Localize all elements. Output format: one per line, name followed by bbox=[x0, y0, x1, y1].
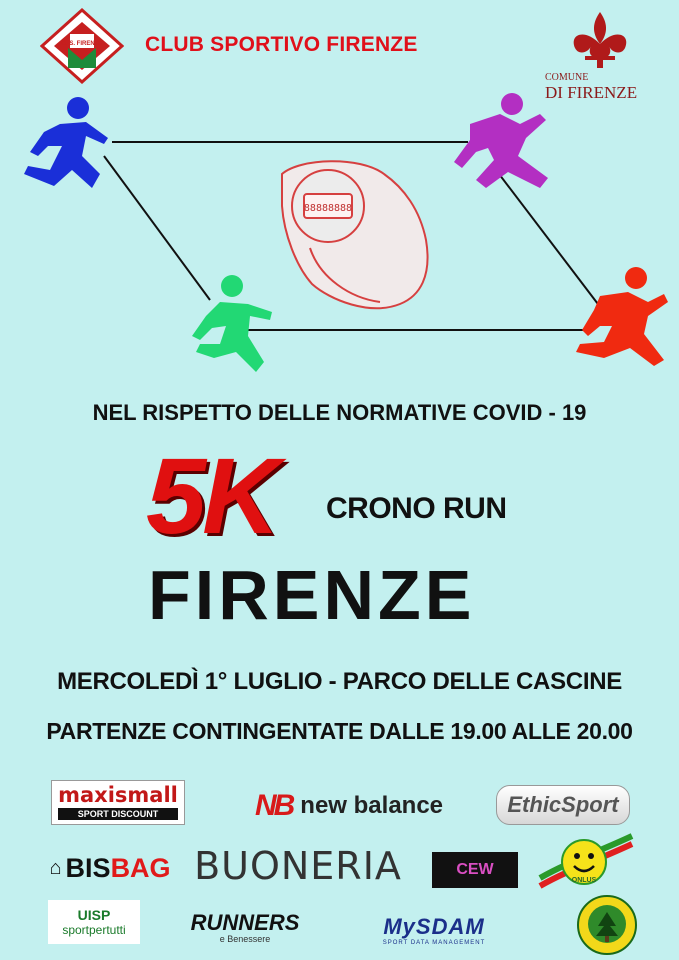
new-balance-name: new balance bbox=[300, 792, 444, 819]
runners-scene bbox=[0, 90, 679, 390]
comune-line1: COMUNE bbox=[545, 72, 589, 83]
maxismall-name: maxismall bbox=[58, 782, 178, 807]
mysdam-name: MySDAM bbox=[383, 914, 485, 939]
stopwatch-display: 88888888 bbox=[303, 203, 353, 214]
tree-icon bbox=[576, 894, 638, 956]
sun-text: ONLUS bbox=[571, 877, 597, 884]
sponsor-uisp bbox=[48, 900, 140, 944]
club-crest-icon bbox=[40, 8, 124, 84]
event-subtitle: CRONO RUN bbox=[326, 492, 507, 525]
sponsor-mysdam bbox=[340, 914, 528, 946]
buoneria-name: BUONERIA bbox=[194, 844, 402, 888]
sponsor-maxismall bbox=[48, 772, 188, 832]
club-title: CLUB SPORTIVO FIRENZE bbox=[145, 33, 418, 56]
maxismall-tagline: SPORT DISCOUNT bbox=[58, 808, 178, 820]
sponsor-new-balance bbox=[244, 786, 454, 826]
runner-icon-blue bbox=[24, 97, 108, 188]
runner-icon-green bbox=[192, 275, 272, 372]
runner-icon-purple bbox=[454, 93, 548, 188]
bisbag-bis: BIS bbox=[65, 852, 111, 883]
mysdam-tagline: SPORT DATA MANAGEMENT bbox=[382, 940, 486, 946]
sponsor-runners bbox=[180, 906, 310, 948]
uisp-name: UISP bbox=[77, 907, 111, 923]
runner-icon-red bbox=[576, 267, 668, 366]
event-city: FIRENZE bbox=[148, 556, 476, 634]
cew-name: CEW bbox=[456, 861, 494, 878]
ethicsport-name: EthicSport bbox=[496, 785, 629, 825]
new-balance-mark: NB bbox=[254, 789, 293, 822]
sponsor-cew bbox=[432, 852, 518, 888]
sponsor-bisbag bbox=[50, 848, 170, 888]
crest-text: C. S. FIRENZE bbox=[61, 41, 103, 47]
runners-name: RUNNERS bbox=[190, 910, 300, 935]
distance-title: 5K bbox=[146, 435, 277, 556]
runners-tagline: e Benessere bbox=[219, 934, 271, 944]
house-icon: ⌂ bbox=[49, 856, 62, 879]
stopwatch-hand-icon bbox=[282, 161, 428, 308]
event-start-times: PARTENZE CONTINGENTATE DALLE 19.00 ALLE 20.00 bbox=[46, 718, 633, 744]
smiley-sun-icon bbox=[538, 832, 634, 896]
sponsor-ethicsport bbox=[488, 780, 638, 830]
event-date-place: MERCOLEDÌ 1° LUGLIO - PARCO DELLE CASCINE bbox=[57, 668, 622, 695]
comune-line2: DI FIRENZE bbox=[545, 83, 638, 102]
covid-notice: NEL RISPETTO DELLE NORMATIVE COVID - 19 bbox=[92, 400, 587, 425]
bisbag-bag: BAG bbox=[110, 852, 171, 883]
uisp-tagline: sportpertutti bbox=[62, 923, 126, 937]
sponsor-buoneria bbox=[194, 842, 402, 890]
